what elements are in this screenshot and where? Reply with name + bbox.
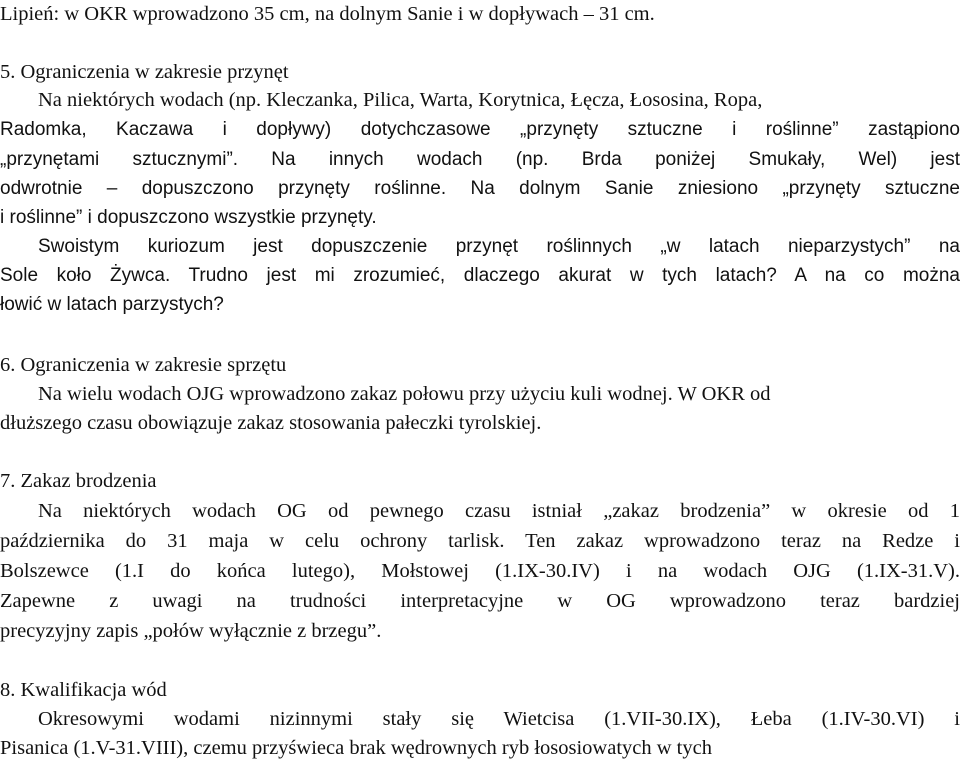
section-heading-6: 6. Ograniczenia w zakresie sprzętu — [0, 354, 287, 376]
text-line: Pisanica (1.V-31.VIII), czemu przyświeca brak wędrownych ryb łososiowatych w tych — [0, 737, 712, 759]
text-line: Lipień: w OKR wprowadzono 35 cm, na dolnym Sanie i w dopływach – 31 cm. — [0, 3, 655, 25]
text-line: Na niektórych wodach OG od pewnego czasu istniał „zakaz brodzenia” w okresie od 1 — [38, 500, 960, 522]
text-line: „przynętami sztucznymi”. Na innych wodach (np. Brda poniżej Smukały, Wel) jest — [0, 149, 960, 170]
text-line: dłuższego czasu obowiązuje zakaz stosowania pałeczki tyrolskiej. — [0, 412, 542, 434]
text-line: Sole koło Żywca. Trudno jest mi zrozumieć, dlaczego akurat w tych latach? A na co można — [0, 265, 960, 286]
text-line: Okresowymi wodami nizinnymi stały się Wietcisa (1.VII-30.IX), Łeba (1.IV-30.VI) i — [38, 708, 960, 730]
text-line: października do 31 maja w celu ochrony tarlisk. Ten zakaz wprowadzono teraz na Redze i — [0, 530, 960, 552]
text-line: Radomka, Kaczawa i dopływy) dotychczasowe „przynęty sztuczne i roślinne” zastąpiono — [0, 119, 960, 140]
text-line: Swoistym kuriozum jest dopuszczenie przynęt roślinnych „w latach nieparzystych” na — [38, 236, 960, 257]
text-line: i roślinne” i dopuszczono wszystkie przynęty. — [0, 207, 377, 228]
text-line: Zapewne z uwagi na trudności interpretacyjne w OG wprowadzono teraz bardziej — [0, 590, 960, 612]
text-line: Na niektórych wodach (np. Kleczanka, Pilica, Warta, Korytnica, Łęcza, Łososina, Ropa, — [38, 89, 763, 111]
text-line: łowić w latach parzystych? — [0, 294, 224, 315]
text-line: Bolszewce (1.I do końca lutego), Mołstowej (1.IX-30.IV) i na wodach OJG (1.IX-31.V). — [0, 560, 960, 582]
text-line: odwrotnie – dopuszczono przynęty roślinne. Na dolnym Sanie zniesiono „przynęty sztuczne — [0, 178, 960, 199]
section-heading-5: 5. Ograniczenia w zakresie przynęt — [0, 61, 289, 83]
text-line: Na wielu wodach OJG wprowadzono zakaz połowu przy użyciu kuli wodnej. W OKR od — [38, 383, 771, 405]
text-line: precyzyjny zapis „połów wyłącznie z brzegu”. — [0, 620, 382, 642]
section-heading-7: 7. Zakaz brodzenia — [0, 470, 157, 492]
section-heading-8: 8. Kwalifikacja wód — [0, 679, 167, 701]
